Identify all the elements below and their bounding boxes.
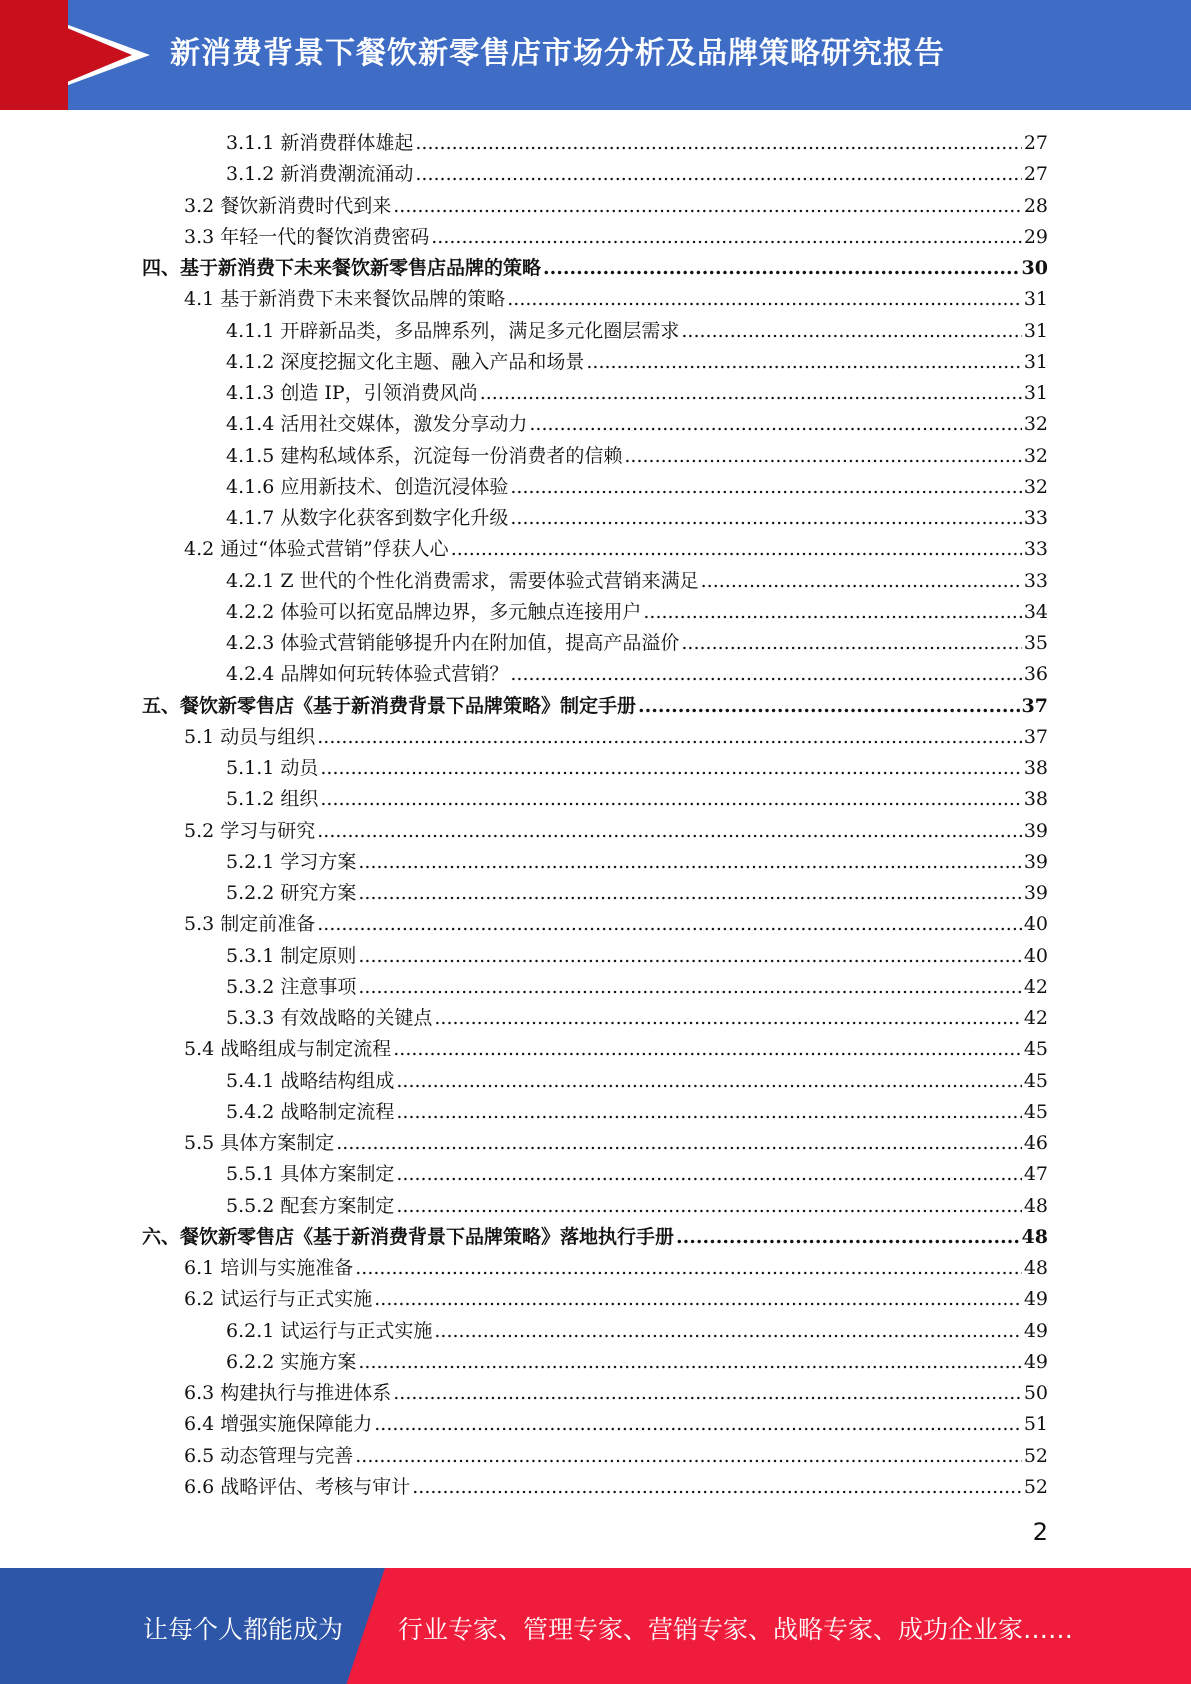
toc-dot-leader [320, 784, 1021, 815]
toc-entry[interactable] [142, 784, 1048, 815]
toc-entry[interactable] [142, 722, 1048, 753]
toc-entry[interactable] [142, 1316, 1048, 1347]
toc-dot-leader [586, 347, 1021, 378]
toc-entry-page: 35 [1023, 632, 1048, 654]
toc-dot-leader [374, 1409, 1022, 1440]
toc-entry-title: 6.6 战略评估、考核与审计 [184, 1475, 411, 1498]
toc-entry-title: 6.2.1 试运行与正式实施 [226, 1319, 433, 1342]
toc-entry-title: 4.2 通过“体验式营销”俘获人心 [184, 538, 449, 561]
page-number: 2 [1032, 1518, 1048, 1546]
toc-entry[interactable] [142, 597, 1048, 628]
toc-entry-title: 4.2.4 品牌如何玩转体验式营销？ [226, 663, 509, 686]
toc-dot-leader [701, 566, 1022, 597]
toc-entry[interactable] [142, 1378, 1048, 1409]
toc-entry-title: 5.5.1 具体方案制定 [226, 1163, 395, 1186]
toc-entry-title: 5.3 制定前准备 [184, 913, 316, 936]
toc-dot-leader [643, 597, 1021, 628]
toc-entry-title: 4.2.3 体验式营销能够提升内在附加值，提高产品溢价 [226, 632, 680, 654]
toc-entry[interactable] [142, 128, 1048, 159]
toc-entry-page: 42 [1023, 975, 1048, 998]
toc-entry-title: 4.2.1 Z 世代的个性化消费需求，需要体验式营销来满足 [226, 569, 699, 592]
toc-dot-leader [358, 847, 1021, 878]
toc-entry-page: 31 [1023, 319, 1048, 342]
toc-entry[interactable] [142, 409, 1048, 440]
table-of-contents [142, 128, 1048, 1503]
toc-entry-page: 38 [1023, 757, 1048, 779]
toc-entry-page: 31 [1023, 288, 1048, 311]
toc-entry-page: 50 [1023, 1382, 1048, 1404]
toc-dot-leader [510, 659, 1021, 690]
toc-dot-leader [396, 1066, 1021, 1097]
toc-entry[interactable] [142, 441, 1048, 472]
toc-dot-leader [415, 128, 1021, 159]
toc-entry-title: 4.1.1 开辟新品类，多品牌系列，满足多元化圈层需求 [226, 319, 680, 342]
toc-dot-leader [396, 1191, 1021, 1222]
toc-entry-title: 4.1.6 应用新技术、创造沉浸体验 [226, 475, 509, 498]
toc-entry-page: 45 [1023, 1069, 1048, 1092]
toc-dot-leader [412, 1472, 1022, 1503]
toc-entry[interactable] [142, 1284, 1048, 1315]
toc-entry-title: 四、基于新消费下未来餐饮新零售店品牌的策略 [142, 257, 542, 279]
toc-entry-page: 39 [1023, 850, 1048, 873]
toc-dot-leader [374, 1284, 1022, 1315]
toc-entry-page: 33 [1023, 507, 1048, 529]
toc-entry-title: 5.1.1 动员 [226, 757, 319, 779]
toc-entry-page: 39 [1023, 819, 1048, 842]
toc-dot-leader [317, 722, 1022, 753]
toc-entry-page: 49 [1023, 1350, 1048, 1373]
toc-entry-title: 5.5.2 配套方案制定 [226, 1194, 395, 1217]
toc-dot-leader [434, 1316, 1021, 1347]
toc-entry-page: 48 [1023, 1194, 1048, 1217]
toc-entry-page: 38 [1023, 788, 1048, 811]
report-title: 新消费背景下餐饮新零售店市场分析及品牌策略研究报告 [170, 36, 945, 71]
toc-entry[interactable] [142, 1441, 1048, 1472]
toc-entry-title: 3.2 餐饮新消费时代到来 [184, 194, 392, 217]
toc-dot-leader [510, 472, 1021, 503]
page-footer [0, 1568, 1191, 1684]
toc-dot-leader [396, 1097, 1021, 1128]
toc-entry-page: 31 [1023, 382, 1048, 404]
toc-dot-leader [510, 503, 1021, 534]
toc-dot-leader [393, 191, 1022, 222]
toc-entry[interactable] [142, 1003, 1048, 1034]
toc-entry-title: 5.1.2 组织 [226, 788, 319, 811]
toc-entry[interactable] [142, 659, 1048, 690]
toc-dot-leader [355, 1441, 1022, 1472]
header-arrow-icon [0, 0, 132, 110]
toc-entry-page: 32 [1023, 444, 1048, 467]
toc-dot-leader [415, 159, 1021, 190]
toc-entry-page: 48 [1023, 1257, 1048, 1279]
toc-dot-leader [543, 253, 1020, 284]
toc-entry-page: 32 [1023, 475, 1048, 498]
toc-entry-page: 28 [1023, 194, 1048, 217]
toc-entry[interactable] [142, 628, 1048, 659]
toc-entry-page: 40 [1023, 944, 1048, 967]
toc-entry-title: 3.1.2 新消费潮流涌动 [226, 163, 414, 186]
toc-entry-title: 4.1.3 创造 IP，引领消费风尚 [226, 382, 478, 404]
toc-entry[interactable] [142, 1472, 1048, 1503]
toc-dot-leader [355, 1253, 1022, 1284]
toc-entry-page: 29 [1023, 225, 1048, 248]
toc-entry[interactable] [142, 878, 1048, 909]
toc-entry-page: 33 [1023, 538, 1048, 561]
toc-dot-leader [320, 753, 1021, 784]
footer-slogan-right: 行业专家、管理专家、营销专家、战略专家、成功企业家…… [398, 1615, 1074, 1644]
toc-entry[interactable] [142, 941, 1048, 972]
toc-entry-page: 52 [1023, 1475, 1048, 1498]
toc-dot-leader [434, 1003, 1021, 1034]
toc-entry-title: 4.1.4 活用社交媒体，激发分享动力 [226, 413, 528, 436]
toc-entry-title: 5.2.1 学习方案 [226, 850, 357, 873]
toc-entry-title: 6.2.2 实施方案 [226, 1350, 357, 1373]
toc-entry[interactable] [142, 847, 1048, 878]
toc-entry-title: 4.2.2 体验可以拓宽品牌边界，多元触点连接用户 [226, 600, 642, 623]
toc-dot-leader [358, 1347, 1021, 1378]
toc-entry-page: 31 [1023, 350, 1048, 373]
toc-entry[interactable] [142, 534, 1048, 565]
toc-entry[interactable] [142, 284, 1048, 315]
toc-entry[interactable] [142, 816, 1048, 847]
toc-dot-leader [393, 1034, 1022, 1065]
toc-entry-page: 45 [1023, 1038, 1048, 1061]
toc-entry-page: 42 [1023, 1007, 1048, 1029]
toc-entry[interactable] [142, 566, 1048, 597]
toc-entry-title: 5.3.3 有效战略的关键点 [226, 1007, 433, 1029]
toc-entry[interactable] [142, 347, 1048, 378]
toc-entry-title: 4.1.5 建构私域体系，沉淀每一份消费者的信赖 [226, 444, 623, 467]
toc-entry-title: 5.4.1 战略结构组成 [226, 1069, 395, 1092]
toc-dot-leader [638, 691, 1020, 722]
toc-entry[interactable] [142, 222, 1048, 253]
toc-entry[interactable] [142, 909, 1048, 940]
toc-entry-page: 27 [1023, 132, 1048, 154]
toc-entry[interactable] [142, 753, 1048, 784]
toc-entry[interactable] [142, 503, 1048, 534]
toc-dot-leader [507, 284, 1022, 315]
toc-entry-title: 5.4.2 战略制定流程 [226, 1100, 395, 1123]
toc-entry[interactable] [142, 378, 1048, 409]
toc-entry-page: 49 [1023, 1288, 1048, 1311]
footer-slogan-left: 让每个人都能成为 [143, 1615, 344, 1644]
toc-dot-leader [676, 1222, 1020, 1253]
toc-entry[interactable] [142, 1253, 1048, 1284]
toc-dot-leader [396, 1159, 1021, 1190]
toc-entry-title: 6.4 增强实施保障能力 [184, 1413, 373, 1436]
toc-entry-page: 30 [1021, 257, 1048, 279]
toc-entry-title: 5.3.1 制定原则 [226, 944, 357, 967]
toc-entry-title: 5.3.2 注意事项 [226, 975, 357, 998]
toc-entry-page: 48 [1021, 1225, 1048, 1248]
toc-dot-leader [393, 1378, 1022, 1409]
toc-entry-page: 27 [1023, 163, 1048, 186]
toc-dot-leader [480, 378, 1022, 409]
toc-entry-page: 52 [1023, 1444, 1048, 1467]
toc-dot-leader [681, 316, 1021, 347]
toc-entry-title: 5.5 具体方案制定 [184, 1132, 335, 1154]
toc-entry[interactable] [142, 316, 1048, 347]
toc-entry-title: 4.1.7 从数字化获客到数字化升级 [226, 507, 509, 529]
toc-entry-page: 40 [1023, 913, 1048, 936]
toc-entry-page: 36 [1023, 663, 1048, 686]
toc-entry[interactable] [142, 159, 1048, 190]
toc-entry[interactable] [142, 1159, 1048, 1190]
toc-entry-page: 34 [1023, 600, 1048, 623]
toc-entry-title: 6.2 试运行与正式实施 [184, 1288, 373, 1311]
toc-entry[interactable] [142, 1034, 1048, 1065]
toc-dot-leader [317, 909, 1022, 940]
toc-entry[interactable] [142, 472, 1048, 503]
toc-entry[interactable] [142, 253, 1048, 284]
toc-entry-title: 3.1.1 新消费群体雄起 [226, 132, 414, 154]
toc-entry-title: 6.1 培训与实施准备 [184, 1257, 354, 1279]
toc-entry-title: 3.3 年轻一代的餐饮消费密码 [184, 225, 430, 248]
toc-dot-leader [451, 534, 1022, 565]
toc-entry[interactable] [142, 691, 1048, 722]
toc-dot-leader [681, 628, 1021, 659]
toc-entry-page: 46 [1023, 1132, 1048, 1154]
toc-dot-leader [529, 409, 1021, 440]
toc-entry-page: 51 [1023, 1413, 1048, 1436]
toc-entry[interactable] [142, 1347, 1048, 1378]
toc-entry-title: 4.1 基于新消费下未来餐饮品牌的策略 [184, 288, 506, 311]
toc-entry-page: 45 [1023, 1100, 1048, 1123]
toc-entry[interactable] [142, 1066, 1048, 1097]
toc-dot-leader [317, 816, 1022, 847]
toc-dot-leader [358, 878, 1021, 909]
page-header [0, 0, 1191, 110]
toc-entry-title: 5.2.2 研究方案 [226, 882, 357, 904]
toc-entry-title: 五、餐饮新零售店《基于新消费背景下品牌策略》制定手册 [142, 694, 637, 717]
toc-entry-title: 5.1 动员与组织 [184, 725, 316, 748]
toc-entry-title: 5.2 学习与研究 [184, 819, 316, 842]
toc-dot-leader [358, 941, 1021, 972]
toc-entry-page: 33 [1023, 569, 1048, 592]
toc-entry-page: 39 [1023, 882, 1048, 904]
toc-entry[interactable] [142, 1191, 1048, 1222]
toc-dot-leader [624, 441, 1021, 472]
toc-entry-title: 5.4 战略组成与制定流程 [184, 1038, 392, 1061]
toc-dot-leader [336, 1128, 1022, 1159]
toc-entry[interactable] [142, 972, 1048, 1003]
toc-entry[interactable] [142, 191, 1048, 222]
toc-entry-page: 47 [1023, 1163, 1048, 1186]
toc-entry-title: 六、餐饮新零售店《基于新消费背景下品牌策略》落地执行手册 [142, 1225, 675, 1248]
toc-entry-page: 32 [1023, 413, 1048, 436]
toc-entry-page: 49 [1023, 1319, 1048, 1342]
toc-entry-title: 6.5 动态管理与完善 [184, 1444, 354, 1467]
toc-entry-title: 6.3 构建执行与推进体系 [184, 1382, 392, 1404]
toc-dot-leader [358, 972, 1021, 1003]
toc-entry-title: 4.1.2 深度挖掘文化主题、融入产品和场景 [226, 350, 585, 373]
toc-entry[interactable] [142, 1409, 1048, 1440]
toc-entry[interactable] [142, 1222, 1048, 1253]
toc-entry[interactable] [142, 1128, 1048, 1159]
toc-entry-page: 37 [1021, 694, 1048, 717]
toc-entry[interactable] [142, 1097, 1048, 1128]
toc-entry-page: 37 [1023, 725, 1048, 748]
toc-dot-leader [431, 222, 1022, 253]
